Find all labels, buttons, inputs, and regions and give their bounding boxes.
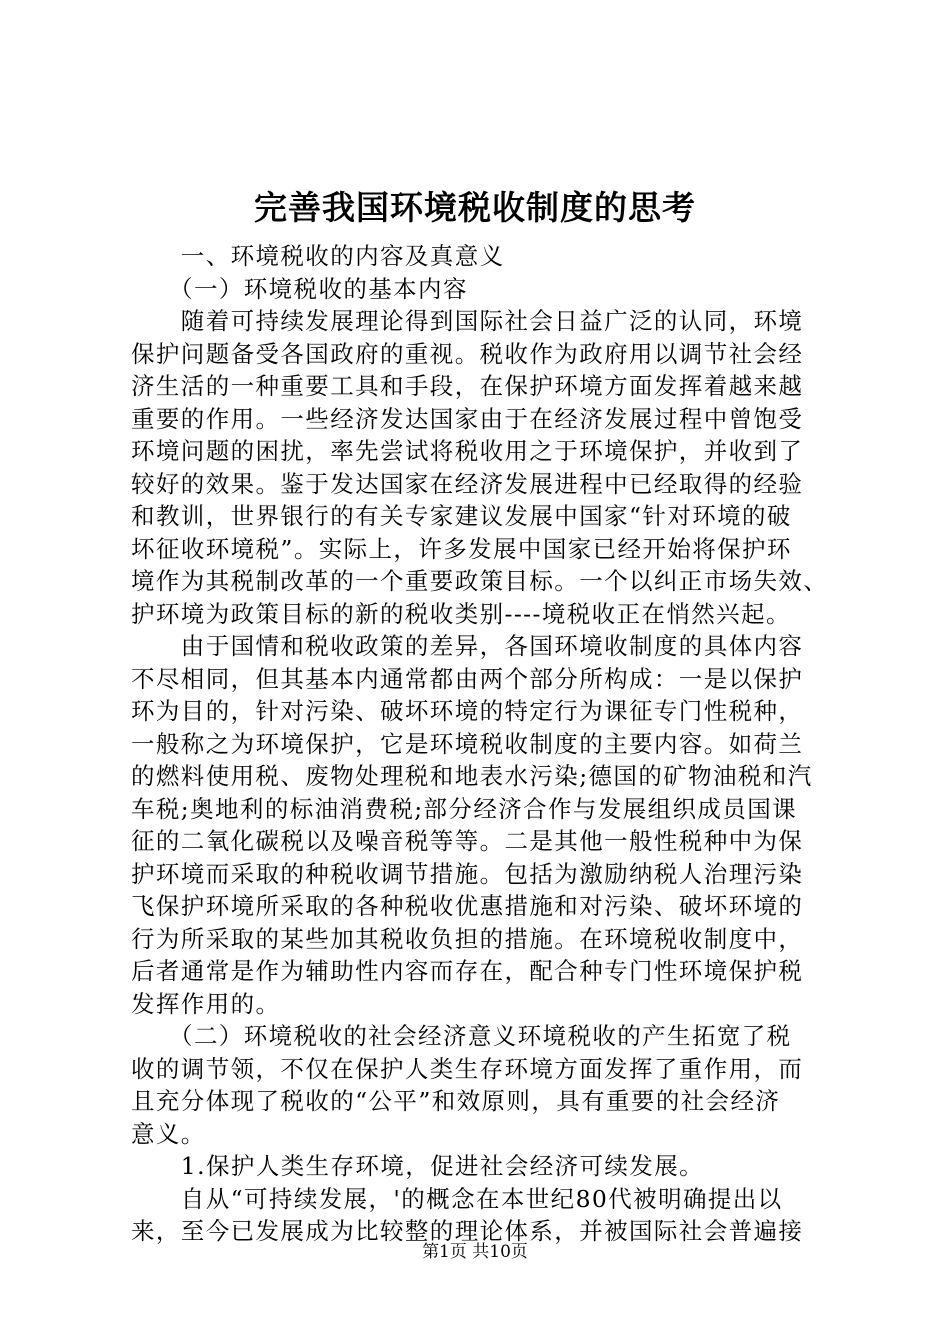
- body-line: 后者通常是作为辅助性内容而存在，配合种专门性环境保护税: [131, 957, 804, 985]
- body-line: 济生活的一种重要工具和手段，在保护环境方面发挥着越来越: [131, 372, 804, 400]
- body-line: 1.保护人类生存环境，促进社会经济可续发展。: [131, 1152, 705, 1180]
- body-line: 意义。: [131, 1119, 206, 1148]
- body-line: 飞保护环境所采取的各种税收优惠措施和对污染、破坏环境的: [131, 892, 804, 920]
- body-line: 坏征收环境税”。实际上，许多发展中国家已经开始将保护环: [131, 534, 792, 563]
- body-line: 一、环境税收的内容及真意义: [131, 242, 505, 270]
- body-line: 且充分体现了税收的“公平”和效原则，具有重要的社会经济: [131, 1087, 781, 1115]
- body-line: （二）环境税收的社会经济意义环境税收的产生拓宽了税: [131, 1022, 792, 1050]
- body-line: （一）环境税收的基本内容: [131, 274, 468, 303]
- document-body: [131, 240, 831, 1248]
- body-line: 随着可持续发展理论得到国际社会日益广泛的认同，环境: [131, 307, 804, 335]
- body-line: 护环境而采取的种税收调节措施。包括为激励纳税人治理污染: [131, 859, 804, 888]
- body-line: 征的二氧化碳税以及噪音税等等。二是其他一般性税种中为保: [131, 827, 804, 855]
- body-line: 一般称之为环境保护，它是环境税收制度的主要内容。如荷兰: [131, 729, 804, 758]
- body-line: 来，至今已发展成为比较整的理论体系，并被国际社会普遍接: [131, 1217, 804, 1245]
- body-line: 自从“可持续发展，'的概念在本世纪80代被明确提出以: [131, 1184, 783, 1213]
- body-line: 发挥作用的。: [131, 989, 281, 1018]
- body-line: 护环境为政策目标的新的税收类别----境税收正在悄然兴起。: [131, 599, 791, 628]
- body-line: 和教训，世界银行的有关专家建议发展中国家“针对环境的破: [131, 502, 792, 530]
- body-line: 环为目的，针对污染、破坏环境的特定行为课征专门性税种，: [131, 697, 804, 725]
- body-line: 的燃料使用税、废物处理税和地表水污染;德国的矿物油税和汽: [131, 762, 813, 790]
- page-number-footer: 第1页 共10页: [422, 1242, 528, 1262]
- body-line: 较好的效果。鉴于发达国家在经济发展进程中已经取得的经验: [131, 469, 804, 498]
- body-line: 保护问题备受各国政府的重视。税收作为政府用以调节社会经: [131, 339, 804, 368]
- body-line: 由于国情和税收政策的差异，各国环境收制度的具体内容: [131, 632, 804, 660]
- body-line: 境作为其税制改革的一个重要政策目标。一个以纠正市场失效、: [131, 567, 829, 595]
- body-line: 行为所采取的某些加其税收负担的措施。在环境税收制度中，: [131, 924, 804, 953]
- body-line: 收的调节领，不仅在保护人类生存环境方面发挥了重作用，而: [131, 1054, 804, 1083]
- body-line: 车税;奥地利的标油消费税;部分经济合作与发展组织成员国课: [131, 794, 798, 823]
- body-line: 不尽相同，但其基本内通常都由两个部分所构成：一是以保护: [131, 664, 804, 693]
- document-title: 完善我国环境税收制度的思考: [254, 188, 696, 227]
- body-line: 环境问题的困扰，率先尝试将税收用之于环境保护，并收到了: [131, 437, 804, 465]
- body-line: 重要的作用。一些经济发达国家由于在经济发展过程中曾饱受: [131, 404, 804, 433]
